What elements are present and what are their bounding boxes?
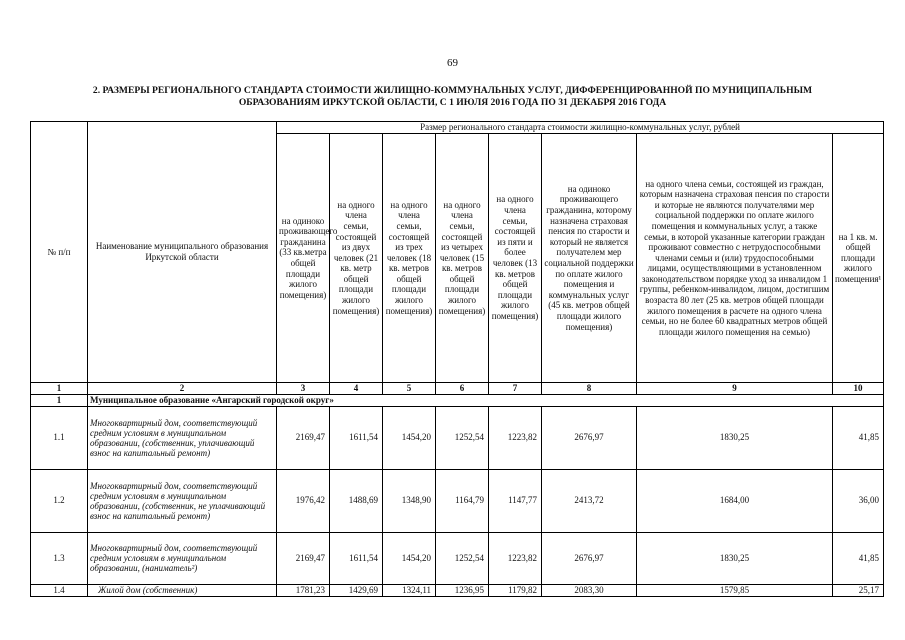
header-per-square-meter: на 1 кв. м. общей площади жилого помещения¹	[833, 134, 884, 383]
value-cell: 36,00	[833, 469, 884, 532]
row-number: 1.4	[31, 584, 88, 596]
column-number: 5	[383, 383, 436, 395]
header-family-of-four: на одного члена семьи, состоящей из четырех человек (15 кв. метров общей площади жилого помещения)	[436, 134, 489, 383]
value-cell: 2676,97	[542, 406, 637, 469]
header-municipality-name: Наименование муниципального образования Иркутской области	[88, 122, 277, 383]
column-number: 3	[277, 383, 330, 395]
row-number: 1.2	[31, 469, 88, 532]
row-number: 1.1	[31, 406, 88, 469]
column-number-row	[31, 383, 884, 395]
value-cell: 2676,97	[542, 532, 637, 584]
value-cell: 1179,82	[489, 584, 542, 596]
header-single-resident: на одиноко проживающего гражданина (33 кв.метра общей площади жилого помещения)	[277, 134, 330, 383]
column-number: 9	[637, 383, 833, 395]
value-cell: 1611,54	[330, 406, 383, 469]
column-number: 2	[88, 383, 277, 395]
title-line-1: 2. РАЗМЕРЫ РЕГИОНАЛЬНОГО СТАНДАРТА СТОИМОСТИ ЖИЛИЩНО-КОММУНАЛЬНЫХ УСЛУГ, ДИФФЕРЕНЦИРОВАННОЙ ПО МУНИЦИПАЛЬНЫМ	[92, 85, 813, 96]
value-cell: 2083,30	[542, 584, 637, 596]
title-line-2: ОБРАЗОВАНИЯМ ИРКУТСКОЙ ОБЛАСТИ, С 1 ИЮЛЯ 2016 ГОДА ПО 31 ДЕКАБРЯ 2016 ГОДА	[238, 97, 667, 108]
header-row-number: № п/п	[31, 122, 88, 383]
column-number: 7	[489, 383, 542, 395]
column-number: 6	[436, 383, 489, 395]
table-row	[31, 406, 884, 469]
table-row	[31, 532, 884, 584]
header-single-pensioner: на одиноко проживающего гражданина, которому назначена страховая пенсия по старости и который не является получателем мер социальной поддержки по оплате жилого помещения и коммунальных услуг (45 кв. метров общей площади жилого помещения)	[542, 134, 637, 383]
value-cell: 1164,79	[436, 469, 489, 532]
value-cell: 2169,47	[277, 532, 330, 584]
column-number: 1	[31, 383, 88, 395]
value-cell: 1781,23	[277, 584, 330, 596]
value-cell: 2169,47	[277, 406, 330, 469]
column-number: 10	[833, 383, 884, 395]
value-cell: 41,85	[833, 532, 884, 584]
value-cell: 1223,82	[489, 406, 542, 469]
value-cell: 1454,20	[383, 406, 436, 469]
value-cell: 1223,82	[489, 532, 542, 584]
column-number: 8	[542, 383, 637, 395]
value-cell: 1611,54	[330, 532, 383, 584]
standard-cost-table	[30, 121, 884, 597]
header-family-of-five-plus: на одного члена семьи, состоящей из пяти и более человек (13 кв. метров общей площади жилого помещения)	[489, 134, 542, 383]
section-number: 1	[31, 394, 88, 406]
value-cell: 25,17	[833, 584, 884, 596]
value-cell: 1830,25	[637, 406, 833, 469]
value-cell: 1252,54	[436, 406, 489, 469]
value-cell: 41,85	[833, 406, 884, 469]
value-cell: 1830,25	[637, 532, 833, 584]
value-cell: 1579,85	[637, 584, 833, 596]
value-cell: 1147,77	[489, 469, 542, 532]
table-row	[31, 584, 884, 596]
value-cell: 1429,69	[330, 584, 383, 596]
column-number: 4	[330, 383, 383, 395]
housing-type: Жилой дом (собственник)	[88, 584, 277, 596]
header-standard-size: Размер регионального стандарта стоимости жилищно-коммунальных услуг, рублей	[277, 122, 884, 134]
value-cell: 1236,95	[436, 584, 489, 596]
housing-type: Многоквартирный дом, соответствующий средним условиям в муниципальном образовании, (собственник, уплачивающий взнос на капитальный ремонт)	[88, 406, 277, 469]
header-pensioner-family: на одного члена семьи, состоящей из граждан, которым назначена страховая пенсия по старости и которые не являются получателями мер социальной поддержки по оплате жилого помещения и коммунальных услуг, а также семьи, в которой указанные категории граждан проживают совместно с нетрудоспособными членами семьи и (или) трудоспособными лицами, осуществляющими в установленном законодательством порядке уход за инвалидом 1 группы, ребенком-инвалидом, лицом, достигшим возраста 80 лет (25 кв. метров общей площади жилого помещения в расчете на одного члена семьи, но не более 60 квадратных метров общей площади жилого помещения на семью)	[637, 134, 833, 383]
document-title	[40, 85, 865, 109]
section-row	[31, 394, 884, 406]
header-family-of-three: на одного члена семьи, состоящей из трех человек (18 кв. метров общей площади жилого помещения)	[383, 134, 436, 383]
value-cell: 2413,72	[542, 469, 637, 532]
value-cell: 1348,90	[383, 469, 436, 532]
value-cell: 1684,00	[637, 469, 833, 532]
housing-type: Многоквартирный дом, соответствующий средним условиям в муниципальном образовании, (собственник, не уплачивающий взнос на капитальный ремонт)	[88, 469, 277, 532]
table-row	[31, 469, 884, 532]
value-cell: 1324,11	[383, 584, 436, 596]
section-name: Муниципальное образование «Ангарский городской округ»	[88, 394, 884, 406]
value-cell: 1488,69	[330, 469, 383, 532]
page-number: 69	[447, 57, 458, 69]
row-number: 1.3	[31, 532, 88, 584]
header-family-of-two: на одного члена семьи, состоящей из двух человек (21 кв. метр общей площади жилого помещения)	[330, 134, 383, 383]
value-cell: 1252,54	[436, 532, 489, 584]
value-cell: 1454,20	[383, 532, 436, 584]
value-cell: 1976,42	[277, 469, 330, 532]
housing-type: Многоквартирный дом, соответствующий средним условиям в муниципальном образовании, (наниматель²)	[88, 532, 277, 584]
